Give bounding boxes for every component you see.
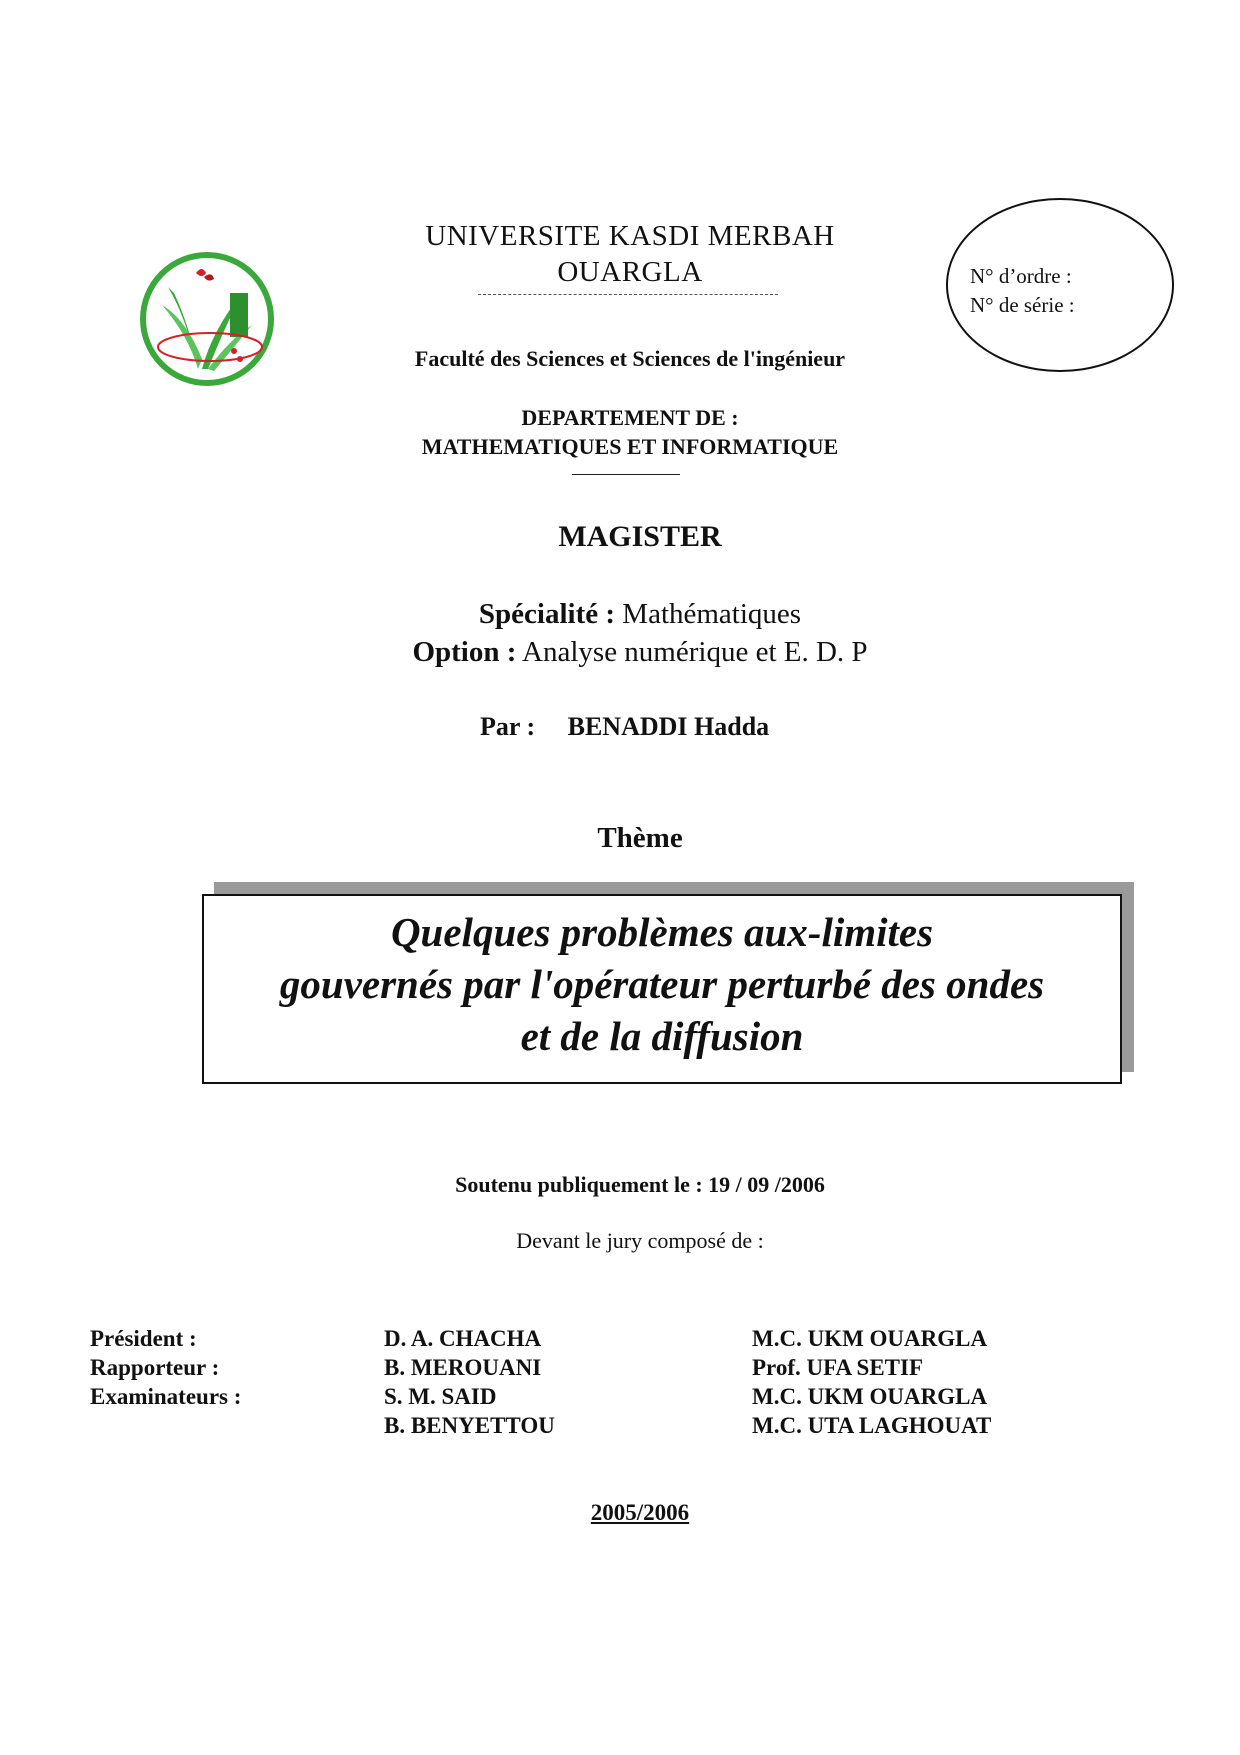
university-line-2: OUARGLA — [557, 256, 703, 288]
thesis-title — [202, 906, 1122, 1062]
order-number-label: N° d’ordre : — [970, 264, 1072, 288]
university-line-1: UNIVERSITE KASDI MERBAH — [425, 220, 835, 252]
department — [330, 403, 930, 461]
order-number-fields — [970, 262, 1075, 320]
specialty-line — [280, 595, 1000, 633]
thesis-title-line-2: gouvernés par l'opérateur perturbé des ondes — [279, 961, 1045, 1007]
jury-role — [90, 1411, 241, 1440]
thesis-title-line-1: Quelques problèmes aux-limites — [390, 909, 934, 955]
jury-role: Examinateurs : — [90, 1384, 242, 1409]
specialty-value: Mathématiques — [622, 598, 802, 630]
author-label: Par : — [480, 712, 536, 741]
university-logo — [138, 247, 276, 391]
academic-year: 2005/2006 — [590, 1500, 690, 1525]
jury-role: Rapporteur : — [90, 1355, 220, 1380]
jury-member-name: B. BENYETTOU — [384, 1413, 555, 1438]
jury-names — [384, 1324, 555, 1440]
author-name: BENADDI Hadda — [567, 712, 770, 741]
jury-institutions — [752, 1324, 991, 1440]
specialty-label: Spécialité : — [478, 598, 616, 630]
jury-member-name: D. A. CHACHA — [384, 1326, 542, 1351]
option-line — [280, 633, 1000, 671]
thesis-title-line-3: et de la diffusion — [520, 1013, 804, 1059]
defense-date: Soutenu publiquement le : 19 / 09 /2006 — [455, 1172, 825, 1197]
jury-member-institution: M.C. UKM OUARGLA — [752, 1326, 988, 1351]
department-divider — [572, 474, 680, 475]
jury-member-institution: Prof. UFA SETIF — [752, 1355, 924, 1380]
jury-member-institution: M.C. UTA LAGHOUAT — [752, 1413, 992, 1438]
author-line — [480, 712, 769, 742]
specialty-block — [280, 595, 1000, 671]
degree-title: MAGISTER — [558, 520, 722, 553]
department-line-1: DEPARTEMENT DE : — [521, 405, 739, 430]
header-divider — [478, 294, 778, 295]
theme-label: Thème — [597, 822, 683, 854]
jury-role: Président : — [90, 1326, 197, 1351]
jury-intro: Devant le jury composé de : — [516, 1228, 764, 1253]
option-value: Analyse numérique et E. D. P — [522, 636, 868, 668]
jury-member-institution: M.C. UKM OUARGLA — [752, 1384, 988, 1409]
university-name — [360, 218, 900, 290]
option-label: Option : — [412, 636, 517, 668]
jury-roles — [90, 1324, 241, 1440]
jury-member-name: B. MEROUANI — [384, 1355, 542, 1380]
serial-number-label: N° de série : — [970, 293, 1075, 317]
jury-member-name: S. M. SAID — [384, 1384, 497, 1409]
department-line-2: MATHEMATIQUES ET INFORMATIQUE — [421, 434, 839, 459]
faculty-name: Faculté des Sciences et Sciences de l'ingénieur — [414, 346, 846, 371]
